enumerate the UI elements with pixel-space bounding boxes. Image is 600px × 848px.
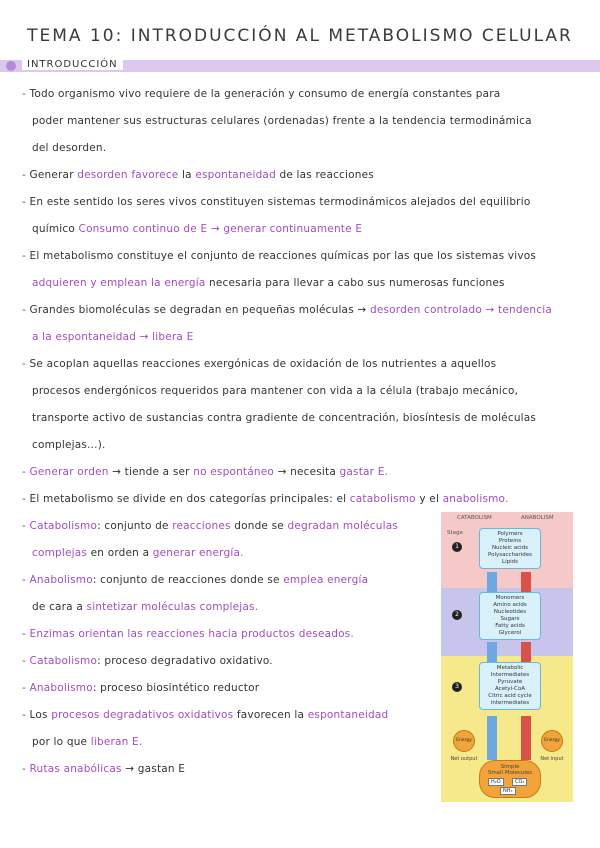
anabolism-arrow-2 xyxy=(521,642,531,662)
intermediates-box: Metabolic Intermediates Pyruvate Acetyl-CoA Citric acid cycle intermediates xyxy=(479,662,541,710)
note-text: : proceso degradativo oxidativo. xyxy=(97,655,273,667)
note-line xyxy=(32,547,244,559)
highlighted-text: degradan moléculas xyxy=(287,520,399,532)
note-line xyxy=(22,682,259,694)
note-line xyxy=(22,88,500,100)
monomers-box: Monomers Amino acids Nucleotides Sugars Fatty acids Glycerol xyxy=(479,592,541,640)
note-text: - xyxy=(22,655,30,667)
note-text: El metabolismo constituye el conjunto de reacciones químicas por las que los sistemas vivos xyxy=(29,250,537,262)
note-text: - xyxy=(22,574,30,586)
highlighted-text: Catabolismo xyxy=(29,520,98,532)
note-text: En este sentido los seres vivos constituyen sistemas termodinámicos alejados del equilibrio xyxy=(29,196,531,208)
small-molecules-label: Small Molecules xyxy=(487,770,533,776)
note-text: - xyxy=(22,493,30,505)
note-text: químico xyxy=(32,223,79,235)
highlighted-text: liberan E. xyxy=(90,736,143,748)
highlighted-text: sintetizar moléculas complejas. xyxy=(86,601,259,613)
note-line xyxy=(22,466,388,478)
note-text: de cara a xyxy=(32,601,87,613)
note-line xyxy=(32,385,518,397)
note-line xyxy=(32,115,532,127)
co2-label: CO₂ xyxy=(512,778,527,786)
note-text: - xyxy=(22,196,30,208)
note-text: → tiende a ser xyxy=(112,466,194,478)
simple-label: Simple xyxy=(500,764,520,770)
note-text: del desorden. xyxy=(32,142,107,154)
bullet-dot-icon xyxy=(6,61,16,71)
note-text: → necesita xyxy=(277,466,340,478)
note-text: Grandes biomoléculas se degradan en pequeñas moléculas → xyxy=(29,304,370,316)
note-line xyxy=(22,574,368,586)
highlighted-text: complejas xyxy=(32,547,91,559)
note-text: : proceso biosintético reductor xyxy=(92,682,260,694)
stage-1-number: 1 xyxy=(452,542,462,552)
note-text: por lo que xyxy=(32,736,91,748)
stage-3-number: 3 xyxy=(452,682,462,692)
highlighted-text: Consumo continuo de E → generar continuamente E xyxy=(78,223,363,235)
highlighted-text: anabolismo. xyxy=(442,493,509,505)
note-line xyxy=(22,709,388,721)
highlighted-text: Anabolismo xyxy=(29,682,93,694)
note-line xyxy=(32,736,142,748)
note-text: Todo organismo vivo requiere de la generación y consumo de energía constantes para xyxy=(29,88,501,100)
anabolism-arrow-1 xyxy=(521,572,531,592)
note-line xyxy=(32,331,193,343)
note-line xyxy=(22,655,273,667)
simple-molecules-blob xyxy=(479,760,541,798)
note-text: - xyxy=(22,709,30,721)
highlighted-text: Generar orden xyxy=(29,466,113,478)
note-line xyxy=(22,304,552,316)
highlighted-text: desorden controlado → tendencia xyxy=(369,304,552,316)
highlighted-text: catabolismo xyxy=(349,493,420,505)
catabolism-arrow-3 xyxy=(487,716,497,760)
note-text: El metabolismo se divide en dos categorías principales: el xyxy=(29,493,350,505)
note-line xyxy=(22,763,185,775)
highlighted-text: espontaneidad xyxy=(307,709,389,721)
note-text: transporte activo de sustancias contra gradiente de concentración, biosíntesis de moléculas xyxy=(32,412,537,424)
note-line xyxy=(22,520,398,532)
note-line xyxy=(22,493,509,505)
note-text: - xyxy=(22,88,30,100)
metabolism-figure xyxy=(441,512,573,802)
note-text: la xyxy=(182,169,196,181)
highlighted-text: Rutas anabólicas xyxy=(29,763,126,775)
note-text: necesaria para llevar a cabo sus numerosas funciones xyxy=(209,277,505,289)
note-text: - xyxy=(22,169,30,181)
note-text: - xyxy=(22,466,30,478)
anabolism-label: ANABOLISM xyxy=(521,515,554,521)
note-text: - xyxy=(22,304,30,316)
note-text: : conjunto de xyxy=(97,520,173,532)
note-line xyxy=(22,196,530,208)
note-text: - xyxy=(22,682,30,694)
note-text: Generar xyxy=(29,169,78,181)
catabolism-label: CATABOLISM xyxy=(457,515,492,521)
note-line xyxy=(32,142,106,154)
section-header xyxy=(0,60,600,72)
note-line xyxy=(22,250,536,262)
energy-input-icon: Energy xyxy=(541,730,563,752)
note-line xyxy=(22,628,354,640)
highlighted-text: Enzimas orientan las reacciones hacia productos deseados. xyxy=(29,628,354,640)
note-text: - xyxy=(22,628,30,640)
highlighted-text: a la espontaneidad → libera E xyxy=(32,331,194,343)
polymers-box: Polymers Proteins Nucleic acids Polysaccharides Lipids xyxy=(479,528,541,569)
net-input-label: Net input xyxy=(540,756,564,762)
catabolism-arrow-1 xyxy=(487,572,497,592)
note-text: favorecen la xyxy=(236,709,308,721)
highlighted-text: emplea energía xyxy=(283,574,369,586)
note-line xyxy=(32,223,362,235)
h2o-label: H₂O xyxy=(488,778,504,786)
net-output-label: Net output xyxy=(450,756,478,762)
note-text: - xyxy=(22,763,30,775)
highlighted-text: generar energía. xyxy=(152,547,244,559)
note-line xyxy=(32,412,536,424)
stage-label: Stage xyxy=(447,530,463,536)
note-text: poder mantener sus estructuras celulares (ordenadas) frente a la tendencia termodinámica xyxy=(32,115,532,127)
note-text: Los xyxy=(29,709,52,721)
note-text: - xyxy=(22,358,30,370)
section-label: INTRODUCCIÓN xyxy=(22,59,123,70)
page-title: TEMA 10: INTRODUCCIÓN AL METABOLISMO CELULAR xyxy=(27,26,573,46)
note-line xyxy=(22,169,374,181)
note-text: procesos endergónicos requeridos para mantener con vida a la célula (trabajo mecánico, xyxy=(32,385,519,397)
note-text: en orden a xyxy=(90,547,153,559)
nh3-label: NH₃ xyxy=(500,787,516,795)
highlighted-text: reacciones xyxy=(172,520,235,532)
stage-2-number: 2 xyxy=(452,610,462,620)
note-line xyxy=(32,439,106,451)
note-text: Se acoplan aquellas reacciones exergónicas de oxidación de los nutrientes a aquellos xyxy=(29,358,497,370)
highlighted-text: gastar E. xyxy=(339,466,389,478)
energy-output-icon: Energy xyxy=(453,730,475,752)
highlighted-text: desorden favorece xyxy=(77,169,183,181)
note-line xyxy=(32,277,505,289)
highlighted-text: Catabolismo xyxy=(29,655,98,667)
highlighted-text: adquieren y emplean la energía xyxy=(32,277,209,289)
highlighted-text: procesos degradativos oxidativos xyxy=(51,709,237,721)
catabolism-arrow-2 xyxy=(487,642,497,662)
highlighted-text: Anabolismo xyxy=(29,574,93,586)
note-text: - xyxy=(22,520,30,532)
note-text: de las reacciones xyxy=(279,169,374,181)
highlighted-text: espontaneidad xyxy=(195,169,280,181)
note-text: - xyxy=(22,250,30,262)
note-text: complejas...). xyxy=(32,439,106,451)
highlighted-text: no espontáneo xyxy=(193,466,278,478)
note-text: : conjunto de reacciones donde se xyxy=(92,574,284,586)
note-line xyxy=(22,358,496,370)
note-text: y el xyxy=(419,493,443,505)
anabolism-arrow-3 xyxy=(521,716,531,760)
note-line xyxy=(32,601,258,613)
note-text: donde se xyxy=(234,520,288,532)
note-text: → gastan E xyxy=(125,763,186,775)
